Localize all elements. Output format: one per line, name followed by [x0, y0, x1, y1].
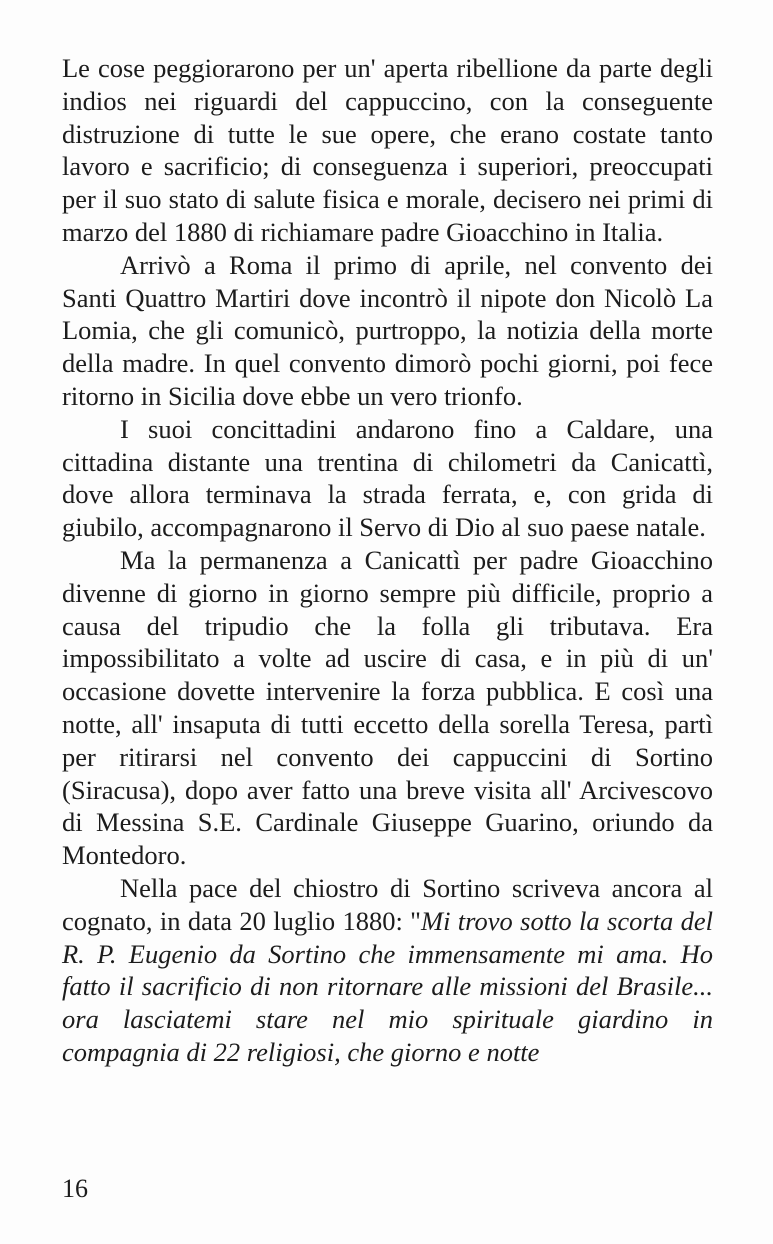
- paragraph-5-lead: Nella pace del chiostro di Sortino scriveva ancora al cognato, in data 20 luglio 1880: ": [62, 872, 713, 936]
- body-text: [62, 52, 713, 1069]
- paragraph-1: Le cose peggiorarono per un' aperta ribellione da parte degli indios nei riguardi del cappuccino, con la conseguente distruzione di tutte le sue opere, che erano costate tanto lavoro e sacrificio; di conseguenza i superiori, preoccupati per il suo stato di salute fisica e morale, decisero nei primi di marzo del 1880 di richiamare padre Gioacchino in Italia.: [62, 53, 713, 247]
- paragraph-3: I suoi concittadini andarono fino a Caldare, una cittadina distante una trentina di chilometri da Canicattì, dove allora terminava la strada ferrata, e, con grida di giubilo, accompagnarono il Servo di Dio al suo paese natale.: [62, 413, 713, 543]
- paragraph-5: [62, 872, 713, 1069]
- paragraph-5-quote: Mi trovo sotto la scorta del R. P. Eugenio da Sortino che immensamente mi ama. Ho fatto il sacrificio di non ritornare alle missioni del Brasile... ora lasciatemi stare nel mio spirituale giardino in compagnia di 22 religiosi, che giorno e notte: [62, 905, 714, 1067]
- paragraph-2: Arrivò a Roma il primo di aprile, nel convento dei Santi Quattro Martiri dove incontrò il nipote don Nicolò La Lomia, che gli comunicò, purtroppo, la notizia della morte della madre. In quel convento dimorò pochi giorni, poi fece ritorno in Sicilia dove ebbe un vero trionfo.: [62, 249, 713, 411]
- page-number: 16: [62, 1174, 88, 1203]
- paragraph-4: Ma la permanenza a Canicattì per padre Gioacchino divenne di giorno in giorno sempre più difficile, proprio a causa del tripudio che la folla gli tributava. Era impossibilitato a volte ad uscire di casa, e in più di un' occasione dovette intervenire la forza pubblica. E così una notte, all' insaputa di tutti eccetto della sorella Teresa, partì per ritirarsi nel convento dei cappuccini di Sortino (Siracusa), dopo aver fatto una breve visita all' Arcivescovo di Messina S.E. Cardinale Giuseppe Guarino, oriundo da Montedoro.: [62, 544, 713, 871]
